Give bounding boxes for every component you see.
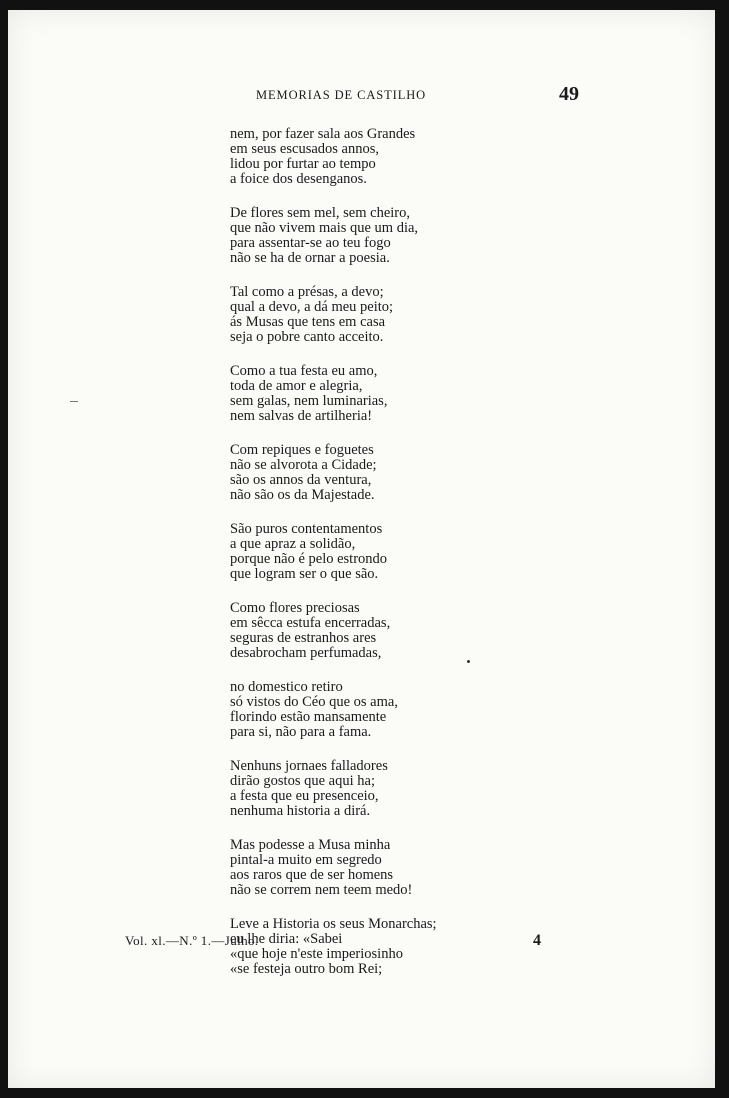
verse-line: a foice dos desenganos. (230, 171, 367, 187)
verse-line: São puros contentamentos (230, 521, 383, 537)
stanza (230, 522, 650, 582)
stanza (230, 838, 650, 898)
verse-line: De flores sem mel, sem cheiro, (230, 205, 410, 221)
verse-line: Nenhuns jornaes falladores (230, 758, 388, 774)
verse-line: Leve a Historia os seus Monarchas; (230, 916, 437, 932)
verse-line: Tal como a présas, a devo; (230, 284, 384, 300)
verse-line: que não vivem mais que um dia, (230, 220, 419, 236)
verse-line: nem salvas de artilheria! (230, 408, 373, 424)
verse-line: dirão gostos que aqui ha; (230, 773, 375, 789)
verse-line: a que apraz a solidão, (230, 536, 356, 552)
verse-line: em sêcca estufa encerradas, (230, 615, 391, 631)
stanza (230, 364, 650, 424)
verse-line: para si, não para a fama. (230, 724, 372, 740)
verse-line: qual a devo, a dá meu peito; (230, 299, 394, 315)
verse-line: sem galas, nem luminarias, (230, 393, 388, 409)
page-number: 49 (559, 83, 579, 105)
margin-mark (70, 401, 78, 402)
verse-line: «se festeja outro bom Rei; (230, 961, 383, 977)
verse-line: Como flores preciosas (230, 600, 360, 616)
verse-line: eu lhe diria: «Sabei (230, 931, 343, 947)
verse-line: Com repiques e foguetes (230, 442, 374, 458)
verse-line: não se correm nem teem medo! (230, 882, 413, 898)
verse-line: desabrocham perfumadas, (230, 645, 382, 661)
verse-line: seguras de estranhos ares (230, 630, 377, 646)
verse-line: seja o pobre canto acceito. (230, 329, 384, 345)
verse-line: em seus escusados annos, (230, 141, 380, 157)
verse-line: são os annos da ventura, (230, 472, 372, 488)
verse-line: que logram ser o que são. (230, 566, 379, 582)
verse-line: não se ha de ornar a poesia. (230, 250, 390, 266)
stanza (230, 206, 650, 266)
verse-line: para assentar-se ao teu fogo (230, 235, 391, 251)
verse-line: florindo estão mansamente (230, 709, 387, 725)
verse-line: a festa que eu presenceio, (230, 788, 379, 804)
stanza (230, 127, 650, 187)
verse-line: pintal-a muito em segredo (230, 852, 382, 868)
verse-line: nem, por fazer sala aos Grandes (230, 126, 416, 142)
running-head: MEMORIAS DE CASTILHO (256, 88, 427, 102)
verse-line: só vistos do Céo que os ama, (230, 694, 398, 710)
stanza (230, 917, 650, 977)
poem-body (230, 127, 650, 996)
ink-speck (467, 660, 470, 663)
verse-line: nenhuma historia a dirá. (230, 803, 371, 819)
stanza (230, 680, 650, 740)
volume-footer: Vol. xl.—N.º 1.—Julho. (125, 933, 259, 948)
verse-line: aos raros que de ser homens (230, 867, 394, 883)
stanza (230, 759, 650, 819)
stanza (230, 285, 650, 345)
verse-line: no domestico retiro (230, 679, 343, 695)
stanza (230, 443, 650, 503)
verse-line: porque não é pelo estrondo (230, 551, 388, 567)
verse-line: não são os da Majestade. (230, 487, 375, 503)
verse-line: Mas podesse a Musa minha (230, 837, 391, 853)
stanza (230, 601, 650, 661)
verse-line: toda de amor e alegria, (230, 378, 363, 394)
signature-mark: 4 (533, 932, 541, 949)
verse-line: «que hoje n'este imperiosinho (230, 946, 403, 962)
verse-line: Como a tua festa eu amo, (230, 363, 378, 379)
book-page (8, 10, 715, 1088)
verse-line: não se alvorota a Cidade; (230, 457, 377, 473)
verse-line: lidou por furtar ao tempo (230, 156, 376, 172)
verse-line: ás Musas que tens em casa (230, 314, 386, 330)
